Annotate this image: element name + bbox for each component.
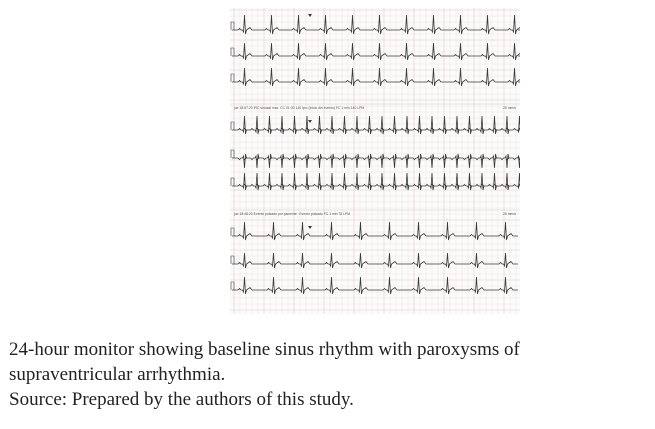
figure-caption — [9, 337, 649, 412]
caption-line-1: 24-hour monitor showing baseline sinus rhythm with paroxysms of — [9, 339, 520, 360]
calibration-pulse — [231, 178, 234, 186]
ecg-lead-trace — [232, 43, 520, 60]
panel-header: jue 18:57:20 IRC sinusal max. CC 01:00 140 lpm (inicio del evento) FC 1 min 140 LPM — [234, 106, 365, 110]
panel-header: jue 18:48:20 Evento pulsado por paciente : Evento pulsado FC 1 min 78 LPM — [234, 212, 351, 216]
ecg-figure — [230, 8, 520, 314]
ecg-lead-trace — [232, 222, 518, 240]
ecg-holter-strips — [230, 8, 520, 314]
ecg-lead-trace — [232, 173, 520, 190]
ecg-lead-trace — [232, 116, 520, 134]
ecg-lead-trace — [232, 15, 520, 34]
calibration-pulse — [231, 22, 234, 30]
event-marker — [308, 120, 312, 123]
caption-line-3: Source: Prepared by the authors of this study. — [9, 389, 354, 410]
ecg-lead-trace — [232, 277, 518, 294]
ecg-lead-trace — [232, 68, 520, 86]
calibration-pulse — [231, 256, 234, 264]
ecg-lead-trace — [232, 253, 518, 268]
panel-speed-label: 25 mm/s — [503, 106, 516, 110]
event-marker — [308, 14, 312, 17]
panel-speed-label: 25 mm/s — [503, 212, 516, 216]
calibration-pulse — [231, 74, 234, 82]
caption-line-2: supraventricular arrhythmia. — [9, 364, 226, 385]
calibration-pulse — [231, 122, 234, 130]
event-marker — [308, 226, 312, 229]
